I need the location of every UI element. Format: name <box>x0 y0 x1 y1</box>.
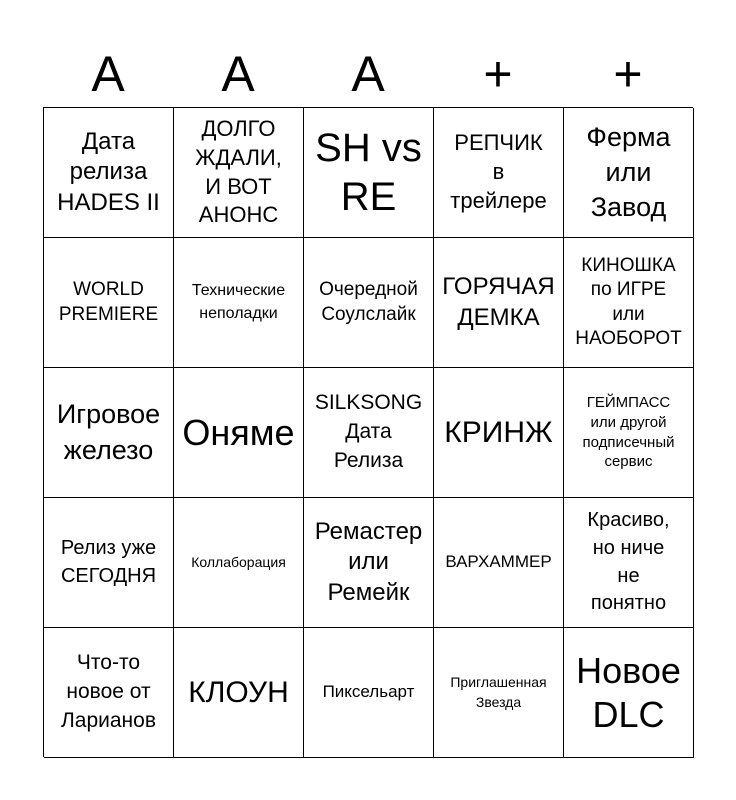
header-letter-5: + <box>613 46 643 102</box>
header-letter-3: A <box>351 46 385 102</box>
cell-text: Новое DLC <box>576 649 681 735</box>
bingo-header <box>43 40 693 108</box>
cell-text: Пиксельарт <box>322 682 415 702</box>
bingo-cell-r3-c3[interactable] <box>304 368 434 498</box>
bingo-cell-r2-c4[interactable] <box>434 238 564 368</box>
bingo-board <box>43 107 693 757</box>
bingo-cell-r5-c3[interactable] <box>304 628 434 758</box>
bingo-cell-r5-c2[interactable] <box>174 628 304 758</box>
header-letter-4: + <box>483 46 513 102</box>
cell-text: ГЕЙМПАСС или другой подписечный сервис <box>582 393 675 471</box>
bingo-cell-r5-c4[interactable] <box>434 628 564 758</box>
bingo-cell-r2-c3[interactable] <box>304 238 434 368</box>
header-letter-1: A <box>91 46 125 102</box>
cell-text: Оняме <box>182 411 295 453</box>
bingo-cell-r4-c2[interactable] <box>174 498 304 628</box>
cell-text: Приглашенная Звезда <box>450 673 547 710</box>
cell-text: WORLD PREMIERE <box>58 279 159 325</box>
cell-text: Ремастер или Ремейк <box>314 518 423 606</box>
cell-text: Красиво, но ниче не понятно <box>587 509 670 615</box>
cell-text: КРИНЖ <box>444 415 553 449</box>
bingo-cell-r5-c1[interactable] <box>44 628 174 758</box>
cell-text: Ферма или Завод <box>586 121 671 223</box>
cell-text: SH vs RE <box>315 125 422 219</box>
bingo-cell-r4-c1[interactable] <box>44 498 174 628</box>
cell-text: ДОЛГО ЖДАЛИ, И ВОТ АНОНС <box>195 115 282 228</box>
cell-text: Игровое железо <box>56 399 161 465</box>
cell-text: ГОРЯЧАЯ ДЕМКА <box>442 273 555 331</box>
bingo-cell-r1-c4[interactable] <box>434 108 564 238</box>
bingo-cell-r2-c5[interactable] <box>564 238 694 368</box>
bingo-cell-r1-c1[interactable] <box>44 108 174 238</box>
bingo-cell-r3-c4[interactable] <box>434 368 564 498</box>
header-letter-2: A <box>221 46 255 102</box>
cell-text: Релиз уже СЕГОДНЯ <box>60 536 157 587</box>
cell-text: КИНОШКА по ИГРЕ или НАОБОРОТ <box>575 255 682 349</box>
bingo-cell-r3-c1[interactable] <box>44 368 174 498</box>
cell-text: РЕПЧИК в трейлере <box>450 130 547 213</box>
bingo-cell-r4-c5[interactable] <box>564 498 694 628</box>
cell-text: Технические неполадки <box>191 282 286 322</box>
bingo-cell-r5-c5[interactable] <box>564 628 694 758</box>
cell-text: Что-то новое от Ларианов <box>61 651 156 732</box>
bingo-cell-r2-c2[interactable] <box>174 238 304 368</box>
bingo-cell-r1-c5[interactable] <box>564 108 694 238</box>
cell-text: SILKSONG Дата Релиза <box>314 391 423 472</box>
bingo-cell-r1-c2[interactable] <box>174 108 304 238</box>
bingo-cell-r4-c4[interactable] <box>434 498 564 628</box>
cell-text: Очередной Соулслайк <box>319 279 418 325</box>
cell-text: Коллаборация <box>191 553 286 570</box>
bingo-cell-r2-c1[interactable] <box>44 238 174 368</box>
cell-text: Дата релиза HADES II <box>57 128 160 216</box>
bingo-cell-r4-c3[interactable] <box>304 498 434 628</box>
bingo-cell-r3-c2[interactable] <box>174 368 304 498</box>
bingo-cell-r3-c5[interactable] <box>564 368 694 498</box>
cell-text: ВАРХАММЕР <box>445 552 552 572</box>
cell-text: КЛОУН <box>188 675 289 709</box>
bingo-cell-r1-c3[interactable] <box>304 108 434 238</box>
